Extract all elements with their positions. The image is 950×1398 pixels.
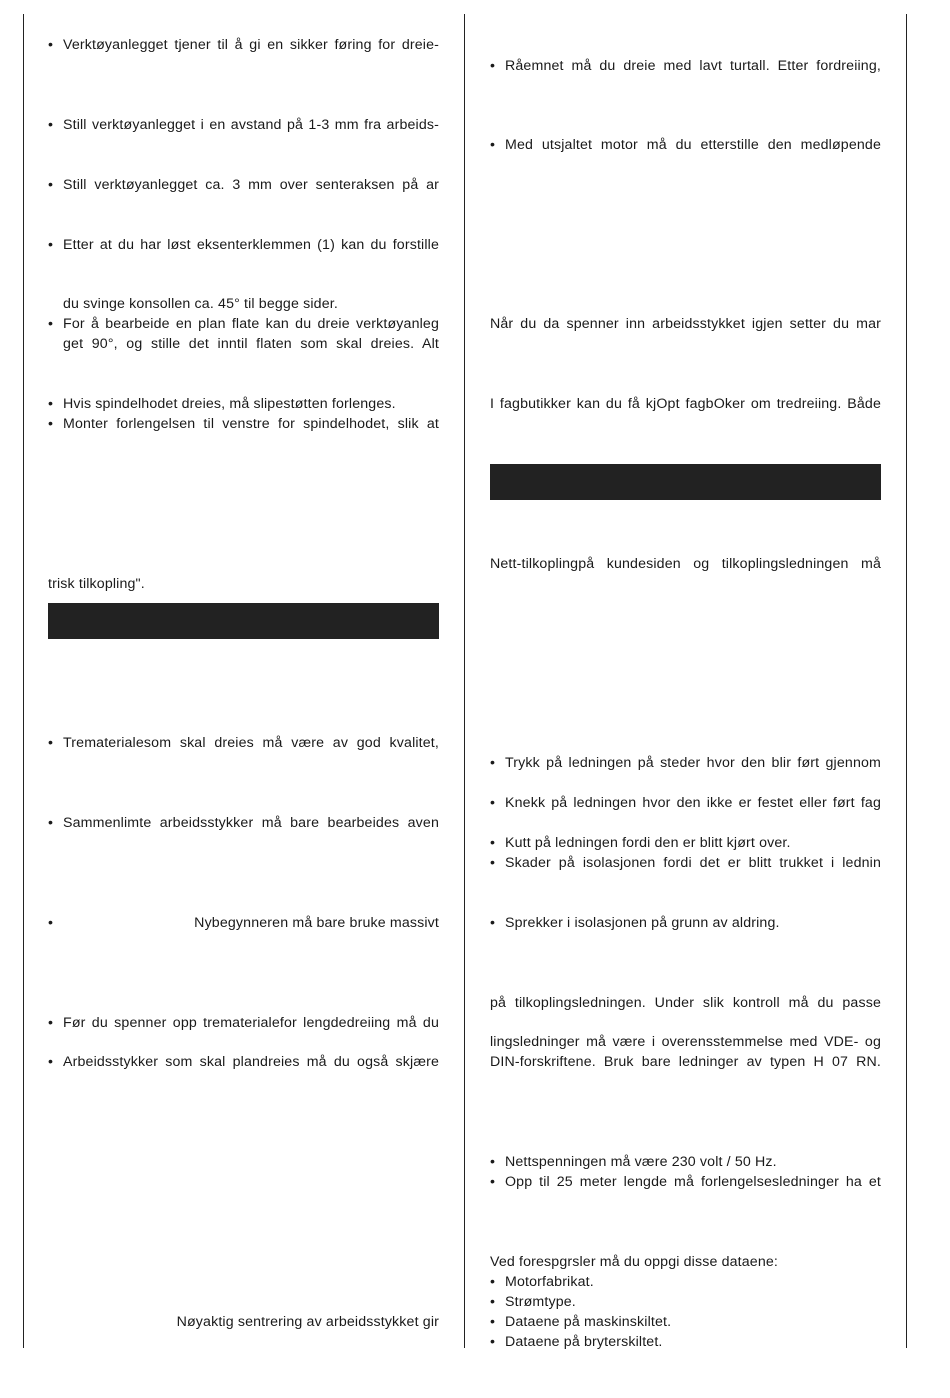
bullet-marker: •: [490, 915, 496, 931]
bullet-text: Strømtype.: [505, 1294, 576, 1310]
bullet-text: Sprekker i isolasjonen på grunn av aldring.: [505, 915, 780, 931]
right-line-17: [490, 1292, 881, 1312]
right-line-5: [490, 753, 881, 773]
bullet-text: Still verktøyanlegget i en avstand på 1-3 mm fra arbeids-: [63, 117, 439, 133]
right-line-4: Nett-tilkoplingpå kundesiden og tilkoplingsledningen må: [490, 556, 881, 572]
bullet-marker: •: [490, 795, 496, 811]
bullet-marker: •: [48, 177, 54, 193]
bullet-marker: •: [490, 755, 496, 771]
center-column-divider: [464, 14, 465, 1348]
left-line-14: [48, 1052, 439, 1072]
bullet-marker: •: [490, 137, 496, 153]
bullet-text: Nybegynneren må bare bruke massivt: [194, 915, 439, 931]
left-line-12: [48, 913, 439, 933]
bullet-text: Råemnet må du dreie med lavt turtall. Etter fordreiing,: [505, 58, 881, 74]
bullet-text: Opp til 25 meter lengde må forlengelsesledninger ha et: [505, 1174, 881, 1190]
right-line-11: lingsledninger må være i overensstemmelse med VDE- og: [490, 1034, 881, 1050]
right-line-18: [490, 1312, 881, 1332]
bullet-marker: •: [48, 117, 54, 133]
right-line-2: Når du da spenner inn arbeidsstykket igjen setter du mar: [490, 316, 881, 332]
left-line-10: [48, 733, 439, 753]
bullet-marker: •: [490, 1274, 496, 1290]
right-line-0: [490, 56, 881, 76]
left-line-3: [48, 235, 439, 255]
right-line-9: [490, 913, 881, 933]
bullet-text: Motorfabrikat.: [505, 1274, 594, 1290]
bullet-text: Hvis spindelhodet dreies, må slipestøtten forlenges.: [63, 396, 396, 412]
bullet-text: Etter at du har løst eksenterklemmen (1) kan du forstille: [63, 237, 439, 253]
paragraph-text: Nøyaktig sentrering av arbeidsstykket gir: [176, 1314, 439, 1330]
bullet-marker: •: [490, 1154, 496, 1170]
right-line-1: [490, 135, 881, 155]
right-line-3: I fagbutikker kan du få kjOpt fagbOker om tredreiing. Både: [490, 396, 881, 412]
bullet-marker: •: [48, 316, 54, 332]
left-line-8: [48, 414, 439, 434]
right-line-10: på tilkoplingsledningen. Under slik kontroll må du passe: [490, 995, 881, 1011]
bullet-text: Sammenlimte arbeidsstykker må bare bearbeides aven: [63, 815, 439, 831]
bullet-text: Skader på isolasjonen fordi det er blitt trukket i lednin: [505, 855, 881, 871]
bullet-marker: •: [48, 1054, 54, 1070]
left-line-6: [48, 334, 439, 354]
bullet-text: Knekk på ledningen hvor den ikke er festet eller ført fag: [505, 795, 881, 811]
left-line-2: [48, 175, 439, 195]
left-line-9: [48, 574, 439, 594]
left-section-heading-bar: [48, 603, 439, 639]
bullet-text: Med utsjaltet motor må du etterstille den medløpende: [505, 137, 881, 153]
right-line-8: [490, 853, 881, 873]
left-line-5: [48, 314, 439, 334]
bullet-marker: •: [48, 237, 54, 253]
bullet-text: Kutt på ledningen fordi den er blitt kjørt over.: [505, 835, 791, 851]
bullet-marker: •: [48, 735, 54, 751]
right-line-13: [490, 1152, 881, 1172]
bullet-marker: •: [48, 815, 54, 831]
left-line-15: [48, 1312, 439, 1332]
bullet-marker: •: [48, 37, 54, 53]
bullet-marker: •: [490, 1334, 496, 1350]
right-line-19: [490, 1332, 881, 1352]
bullet-text: Dataene på bryterskiltet.: [505, 1334, 663, 1350]
bullet-text: Still verktøyanlegget ca. 3 mm over senteraksen på ar: [63, 177, 439, 193]
bullet-marker: •: [490, 58, 496, 74]
bullet-marker: •: [48, 396, 54, 412]
bullet-marker: •: [490, 835, 496, 851]
bullet-marker: •: [48, 416, 54, 432]
bullet-text: Trykk på ledningen på steder hvor den blir ført gjennom: [505, 755, 881, 771]
left-line-1: [48, 115, 439, 135]
bullet-text: Arbeidsstykker som skal plandreies må du også skjære: [63, 1054, 439, 1070]
paragraph-text: trisk tilkopling".: [48, 576, 145, 592]
right-line-15: Ved forespgrsler må du oppgi disse dataene:: [490, 1254, 779, 1270]
right-line-12: DIN-forskriftene. Bruk bare ledninger av typen H 07 RN.: [490, 1054, 881, 1070]
right-line-6: [490, 793, 881, 813]
right-section-heading-bar: [490, 464, 881, 500]
bullet-marker: •: [490, 1174, 496, 1190]
bullet-text: Trematerialesom skal dreies må være av god kvalitet,: [63, 735, 439, 751]
left-line-13: [48, 1013, 439, 1033]
left-line-0: [48, 35, 439, 55]
bullet-text: For å bearbeide en plan flate kan du dreie verktøyanleg: [63, 316, 439, 332]
bullet-marker: •: [490, 1314, 496, 1330]
bullet-text: Verktøyanlegget tjener til å gi en sikker føring for dreie-: [63, 37, 439, 53]
right-line-14: [490, 1172, 881, 1192]
paragraph-text: du svinge konsollen ca. 45° til begge sider.: [63, 296, 338, 312]
left-line-11: [48, 813, 439, 833]
bullet-marker: •: [48, 915, 54, 931]
paragraph-text: get 90°, og stille det inntil flaten som skal dreies. Alt: [63, 336, 439, 352]
left-page-border: [23, 14, 24, 1348]
bullet-marker: •: [490, 1294, 496, 1310]
right-line-7: [490, 833, 881, 853]
bullet-text: Monter forlengelsen til venstre for spindelhodet, slik at: [63, 416, 439, 432]
bullet-marker: •: [490, 855, 496, 871]
bullet-text: Dataene på maskinskiltet.: [505, 1314, 672, 1330]
bullet-marker: •: [48, 1015, 54, 1031]
right-line-16: [490, 1272, 881, 1292]
left-line-4: [48, 294, 439, 314]
bullet-text: Nettspenningen må være 230 volt / 50 Hz.: [505, 1154, 777, 1170]
bullet-text: Før du spenner opp trematerialefor lengdedreiing må du: [63, 1015, 439, 1031]
right-page-border: [906, 14, 907, 1348]
left-line-7: [48, 394, 439, 414]
